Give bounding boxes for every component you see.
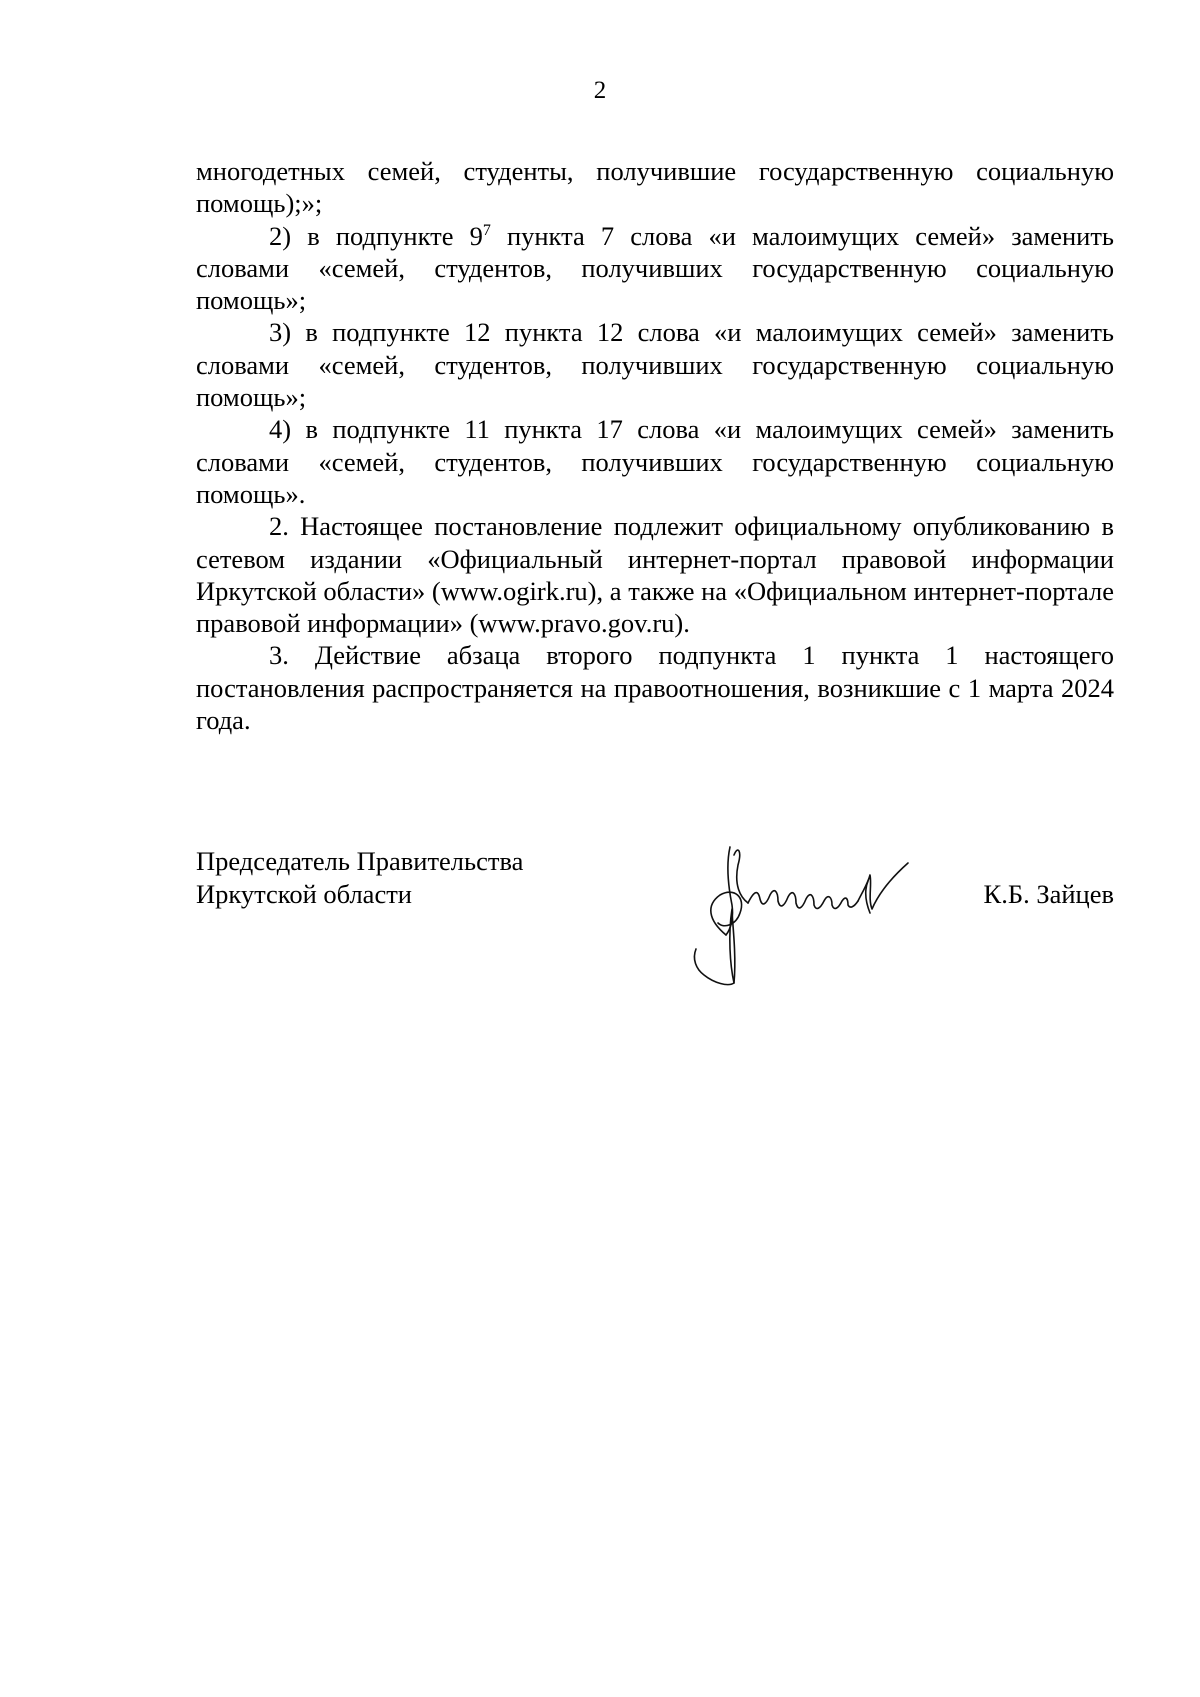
signature-block: [196, 845, 1114, 985]
paragraph-clause-3: 3. Действие абзаца второго подпункта 1 пункта 1 настоящего постановления распространяется на правоотношения, возникшие с 1 марта 2024 года.: [196, 640, 1114, 736]
item-2-text-start: 2) в подпункте 9: [269, 220, 483, 251]
paragraph-clause-2: 2. Настоящее постановление подлежит официальному опубликованию в сетевом издании «Официальный интернет-портал правовой информации Иркутской области» (www.ogirk.ru), а также на «Официальном интернет-портале правовой информации» (www.pravo.gov.ru).: [196, 511, 1114, 639]
paragraph-continuation: многодетных семей, студенты, получившие государственную социальную помощь);»;: [196, 156, 1114, 219]
item-2-superscript: 7: [482, 221, 491, 239]
paragraph-item-3: 3) в подпункте 12 пункта 12 слова «и малоимущих семей» заменить словами «семей, студентов, получивших государственную социальную помощь»;: [196, 317, 1114, 413]
signatory-title: [196, 845, 523, 911]
signatory-title-line-1: Председатель Правительства: [196, 846, 524, 876]
signatory-title-line-2: Иркутской области: [196, 879, 412, 909]
document-body: [196, 155, 1114, 736]
page-number: 2: [593, 77, 607, 104]
item-2-text-end: пункта 7 слова «и малоимущих семей» заменить словами «семей, студентов, получивших государственную социальную помощь»;: [196, 220, 1114, 316]
paragraph-item-2: [196, 220, 1114, 317]
signatory-name: К.Б. Зайцев: [983, 879, 1114, 909]
paragraph-item-4: 4) в подпункте 11 пункта 17 слова «и малоимущих семей» заменить словами «семей, студентов, получивших государственную социальную помощь».: [196, 414, 1114, 509]
handwritten-signature: [668, 825, 928, 995]
